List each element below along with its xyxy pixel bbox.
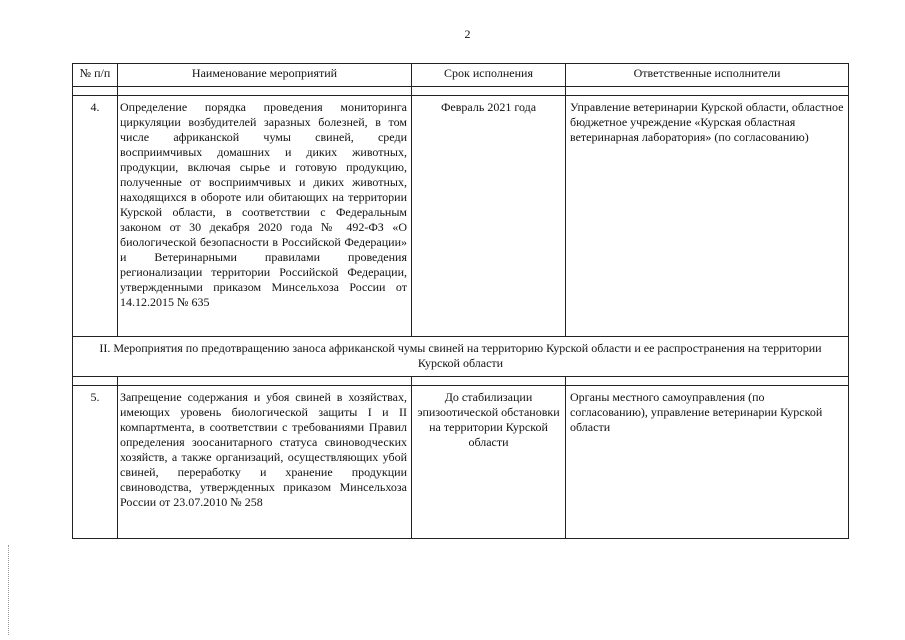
header-deadline: Срок исполнения xyxy=(412,64,566,87)
row-deadline: Февраль 2021 года xyxy=(412,96,566,337)
header-num: № п/п xyxy=(73,64,118,87)
section-title: II. Мероприятия по предотвращению заноса африканской чумы свиней на территорию Курской области и ее распространения на территории Курской области xyxy=(73,337,849,377)
row-name: Определение порядка проведения мониторинга циркуляции возбудителей заразных болезней, в том числе африканской чумы свиней, среди восприимчивых домашних и диких животных, продукции, включая сырье и готовую продукцию, полученные от восприимчивых и диких животных, находящихся в обороте или обитающих на территории Курской области, в соответствии с Федеральным законом от 30 декабря 2020 года № 492-ФЗ «О биологической безопасности в Российской Федерации» и Ветеринарными правилами проведения регионализации территории Российской Федерации, утвержденными приказом Минсельхоза России от 14.12.2015 № 635 xyxy=(118,96,412,337)
table-row xyxy=(73,386,849,539)
table-row xyxy=(73,96,849,337)
scan-edge-mark xyxy=(8,545,10,635)
page-number: 2 xyxy=(464,27,471,41)
row-name: Запрещение содержания и убоя свиней в хозяйствах, имеющих уровень биологической защиты I и II компартмента, в соответствии с требованиями Правил определения зоосанитарного статуса свиноводческих хозяйств, а также организаций, осуществляющих убой свиней, переработку и хранение продукции свиноводства, утвержденных приказом Минсельхоза России от 23.07.2010 № 258 xyxy=(118,386,412,539)
row-num: 4. xyxy=(73,96,118,337)
row-responsible: Органы местного самоуправления (по согласованию), управление ветеринарии Курской области xyxy=(566,386,849,539)
header-name: Наименование мероприятий xyxy=(118,64,412,87)
row-responsible: Управление ветеринарии Курской области, областное бюджетное учреждение «Курская областная ветеринарная лаборатория» (по согласованию) xyxy=(566,96,849,337)
table-header-row xyxy=(73,64,849,87)
spacer-row xyxy=(73,87,849,96)
row-deadline: До стабилизации эпизоотической обстановки на территории Курской области xyxy=(412,386,566,539)
spacer-row xyxy=(73,377,849,386)
measures-table xyxy=(72,63,849,539)
header-responsible: Ответственные исполнители xyxy=(566,64,849,87)
section-row xyxy=(73,337,849,377)
row-num: 5. xyxy=(73,386,118,539)
